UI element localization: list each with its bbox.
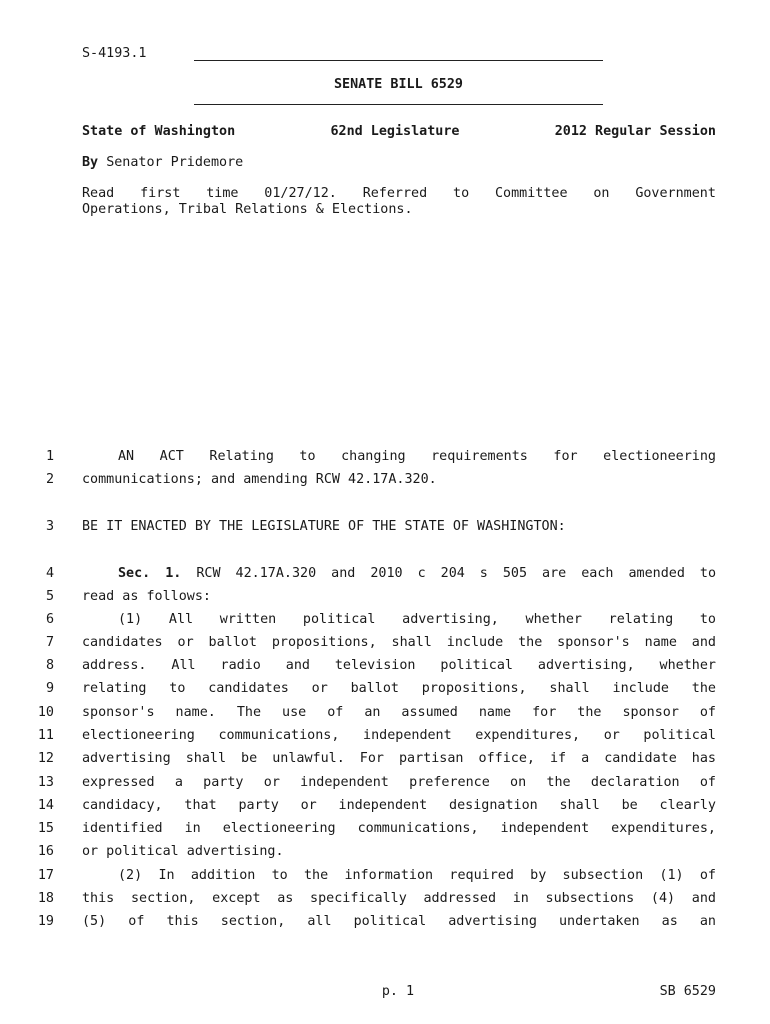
session-line (82, 124, 716, 140)
section-heading-line (82, 566, 716, 582)
header-rule-bottom (194, 104, 603, 105)
bill-line: this section, except as specifically addressed in subsections (4) and (82, 891, 716, 906)
state-name: State of Washington (82, 124, 236, 139)
line-number: 18 (37, 891, 54, 906)
referral-word: Government (635, 186, 716, 201)
line-number: 14 (37, 798, 54, 813)
bill-line: communications; and amending RCW 42.17A.320. (82, 472, 437, 487)
line-number: 9 (45, 681, 54, 696)
enacting-clause: BE IT ENACTED BY THE LEGISLATURE OF THE STATE OF WASHINGTON: (82, 519, 566, 534)
line-number: 11 (37, 728, 54, 743)
line-number: 19 (37, 914, 54, 929)
bill-line: read as follows: (82, 589, 211, 604)
referral-line-1 (82, 186, 716, 202)
sponsor-line (82, 155, 243, 171)
referral-word: to (453, 186, 470, 201)
section-text: RCW 42.17A.320 and 2010 c 204 s 505 are each amended to (196, 566, 717, 581)
by-label: By (82, 155, 99, 170)
referral-word: Referred (362, 186, 428, 201)
bill-line: identified in electioneering communications, independent expenditures, (82, 821, 716, 836)
bill-line: or political advertising. (82, 844, 284, 859)
section-label: Sec. 1. (118, 566, 182, 581)
line-number: 16 (37, 844, 54, 859)
referral-word: on (593, 186, 610, 201)
bill-line: (1) All written political advertising, whether relating to (118, 612, 716, 627)
sponsor-name: Senator Pridemore (106, 155, 244, 170)
line-number: 3 (45, 519, 54, 534)
bill-title: SENATE BILL 6529 (334, 77, 463, 92)
bill-line: advertising shall be unlawful. For partisan office, if a candidate has (82, 751, 716, 766)
session-name: 2012 Regular Session (554, 124, 716, 139)
line-number: 17 (37, 868, 54, 883)
document-id: S-4193.1 (82, 46, 147, 61)
line-number: 2 (45, 472, 54, 487)
bill-line: electioneering communications, independent expenditures, or political (82, 728, 716, 743)
bill-line: relating to candidates or ballot propositions, shall include the (82, 681, 716, 696)
line-number: 4 (45, 566, 54, 581)
bill-line: address. All radio and television political advertising, whether (82, 658, 716, 673)
page-number: p. 1 (381, 984, 415, 999)
bill-reference: SB 6529 (659, 984, 716, 999)
header-rule-top (194, 60, 603, 61)
line-number: 7 (45, 635, 54, 650)
line-number: 15 (37, 821, 54, 836)
bill-line: AN ACT Relating to changing requirements for electioneering (118, 449, 716, 464)
bill-line: (5) of this section, all political advertising undertaken as an (82, 914, 716, 929)
bill-line: (2) In addition to the information required by subsection (1) of (118, 868, 716, 883)
line-number: 8 (45, 658, 54, 673)
line-number: 1 (45, 449, 54, 464)
referral-word: Read (82, 186, 115, 201)
line-number: 6 (45, 612, 54, 627)
referral-line-2: Operations, Tribal Relations & Elections. (82, 202, 413, 217)
referral-word: time (206, 186, 239, 201)
line-number: 10 (37, 705, 54, 720)
bill-line: candidacy, that party or independent designation shall be clearly (82, 798, 716, 813)
bill-line: candidates or ballot propositions, shall include the sponsor's name and (82, 635, 716, 650)
referral-word: 01/27/12. (264, 186, 337, 201)
legislature-name: 62nd Legislature (330, 124, 460, 139)
referral-word: Committee (494, 186, 568, 201)
line-number: 12 (37, 751, 54, 766)
line-number: 5 (45, 589, 54, 604)
bill-line: expressed a party or independent preference on the declaration of (82, 775, 716, 790)
line-number: 13 (37, 775, 54, 790)
referral-word: first (140, 186, 181, 201)
bill-line: sponsor's name. The use of an assumed name for the sponsor of (82, 705, 716, 720)
